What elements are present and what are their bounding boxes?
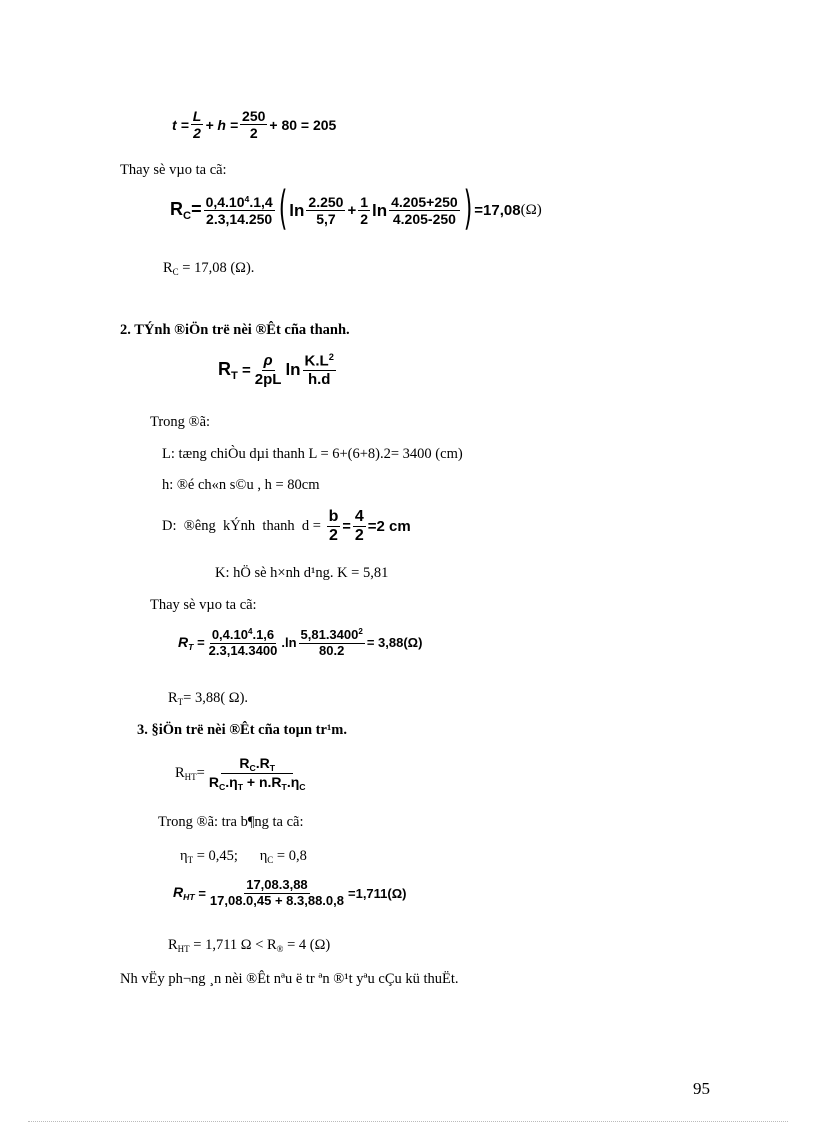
rc-result: $R_C = 17,08$ (Ω). — [163, 260, 255, 278]
formula-rht: $R_{HT}=$ $\frac{R_C.R_T}{R_C.\eta_T + n.R_T.\eta_C}$ — [175, 755, 306, 793]
line-L: L: tæng chiÒu dµi thanh L = 6+(6+8).2= 3400 (cm) — [162, 446, 463, 462]
line-trong-2: Trong ®ã: tra b¶ng ta cã: — [158, 814, 304, 830]
formula-rht-numeric: $R_{HT}$ = $\frac{17,08.3,88}{17,08.0,45 + 8.3,88.0,8}$ =1,711(Ω) — [173, 877, 407, 908]
line-trong-1: Trong ®ã: — [150, 414, 211, 430]
line-D: D: ®êng kÝnh thanh d = $\frac{b}{2}$ = $\frac{4}{2}$ =2 cm — [162, 508, 411, 545]
page-number: 95 — [693, 1079, 710, 1098]
formula-t: t = $\frac{L}{2}$ + h = $\frac{250}{2}$ + 80 = 205 — [172, 108, 337, 142]
line-K: K: hÖ sè h×nh d¹ng. K = 5,81 — [215, 565, 389, 581]
line-h: h: ®é ch«n s©u , h = 80cm — [162, 477, 320, 493]
footer-divider — [28, 1121, 788, 1122]
formula-rt-numeric: $R_T$ = $\frac{0,4.10^4.1,6}{2.3,14.3400}$ .ln $\frac{5,81.3400^2}{80.2}$ = 3,88(Ω) — [178, 626, 423, 658]
conclusion: Nh vËy ph¬ng ¸n nèi ®Êt nªu ë tr ªn ®¹t yªu cÇu kü thuËt. — [120, 971, 459, 987]
heading-2: 2. TÝnh ®iÖn trë nèi ®Êt cña thanh. — [120, 322, 350, 338]
line-thay-2: Thay sè vµo ta cã: — [150, 597, 257, 613]
rt-result: $R_T= 3,88$( Ω). — [168, 690, 249, 708]
line-thay-1: Thay sè vµo ta cã: — [120, 162, 227, 178]
line-eta: $\eta_T = 0,45$; $\eta_C = 0,8$ — [180, 848, 307, 866]
formula-rc: $R_C=$ $\frac{0,4.10^4.1,4}{2.3,14.250}$ ( ln $\frac{2.250}{5,7}$ + $\frac{1}{2}$ ln $\frac{4.205+250}{4.205-250}$ ) =17,08 (Ω) — [170, 184, 542, 237]
heading-3: 3. §iÖn trë nèi ®Êt cña toµn tr¹m. — [137, 722, 347, 738]
formula-rt: $R_T$ = $\frac{\rho}{2pL}$ ln $\frac{K.L^2}{h.d}$ — [218, 352, 334, 388]
rht-result: $R_{HT} = 1,711$ $\Omega < R_® = 4$ (Ω) — [168, 937, 331, 955]
